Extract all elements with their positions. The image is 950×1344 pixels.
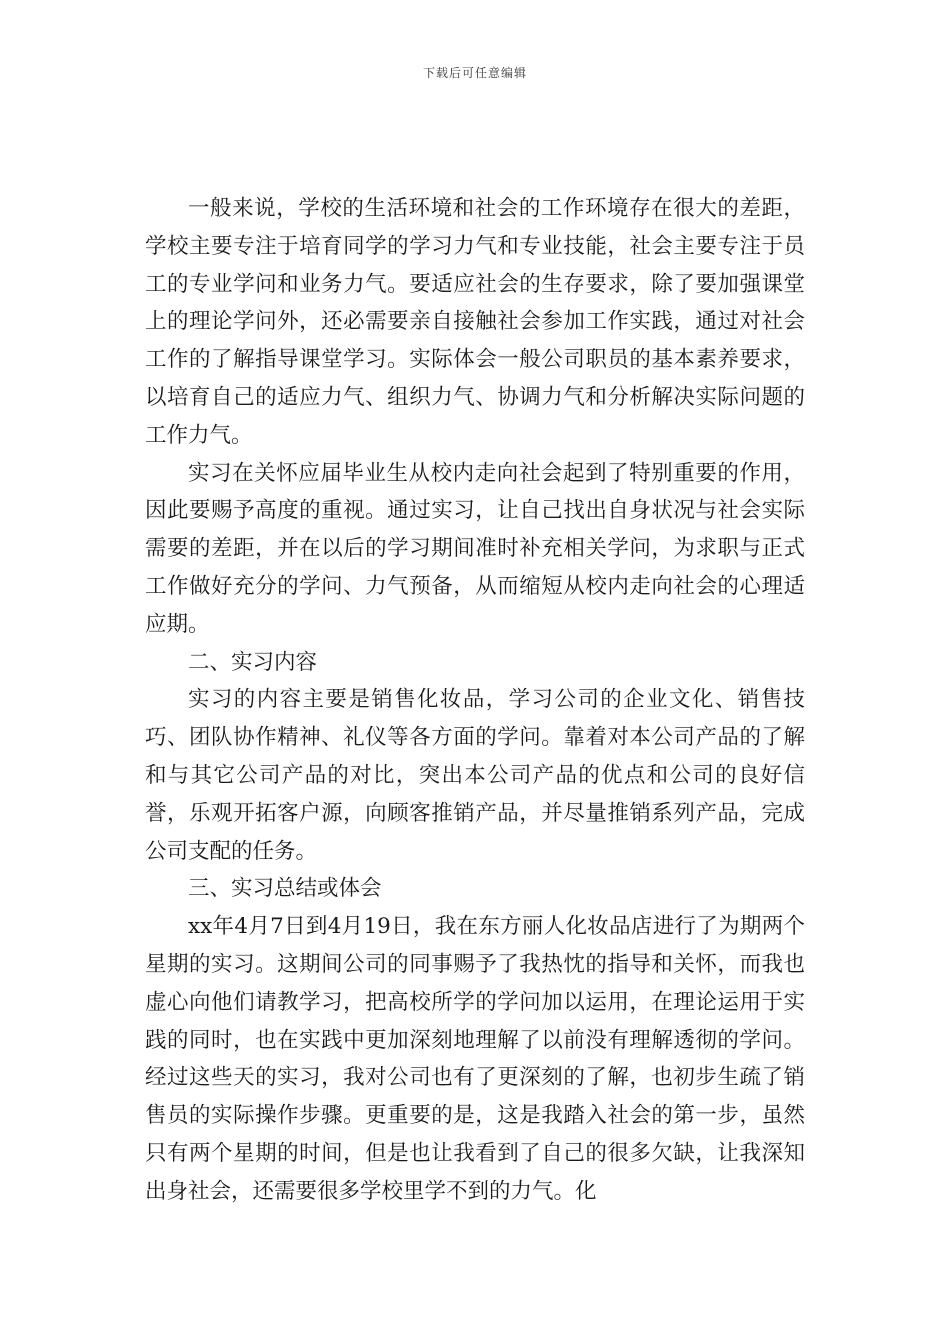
section-heading: 三、实习总结或体会 <box>188 876 382 902</box>
body-paragraph: 一般来说，学校的生活环境和社会的工作环境存在很大的差距，学校主要专注于培育同学的学习力气和专业技能，社会主要专注于员工的专业学问和业务力气。要适应社会的生存要求，除了要加强课堂上的理论学问外，还必需要亲自接触社会参加工作实践，通过对社会工作的了解指导课堂学习。实际体会一般公司职员的基本素养要求，以培育自己的适应力气、组织力气、协调力气和分析解决实际问题的工作力气。 <box>145 196 805 448</box>
body-paragraph: xx年4月7日到4月19日，我在东方丽人化妆品店进行了为期两个星期的实习。这期间公司的同事赐予了我热忱的指导和关怀，而我也虚心向他们请教学习，把高校所学的学问加以运用，在理论运用于实践的同时，也在实践中更加深刻地理解了以前没有理解透彻的学问。经过这些天的实习，我对公司也有了更深刻的了解，也初步生疏了销售员的实际操作步骤。更重要的是，这是我踏入社会的第一步，虽然只有两个星期的时间，但是也让我看到了自己的很多欠缺，让我深知出身社会，还需要很多学校里学不到的力气。化 <box>145 914 805 1204</box>
page-header: 下载后可任意编辑 <box>422 66 527 80</box>
document-body <box>145 190 805 1211</box>
body-paragraph: 实习在关怀应届毕业生从校内走向社会起到了特别重要的作用，因此要赐予高度的重视。通过实习，让自己找出自身状况与社会实际需要的差距，并在以后的学习期间准时补充相关学问，为求职与正式工作做好充分的学问、力气预备，从而缩短从校内走向社会的心理适应期。 <box>145 460 805 637</box>
section-heading: 二、实习内容 <box>188 649 318 675</box>
body-paragraph: 实习的内容主要是销售化妆品，学习公司的企业文化、销售技巧、团队协作精神、礼仪等各方面的学问。靠着对本公司产品的了解和与其它公司产品的对比，突出本公司产品的优点和公司的良好信誉，乐观开拓客户源，向顾客推销产品，并尽量推销系列产品，完成公司支配的任务。 <box>145 687 805 864</box>
